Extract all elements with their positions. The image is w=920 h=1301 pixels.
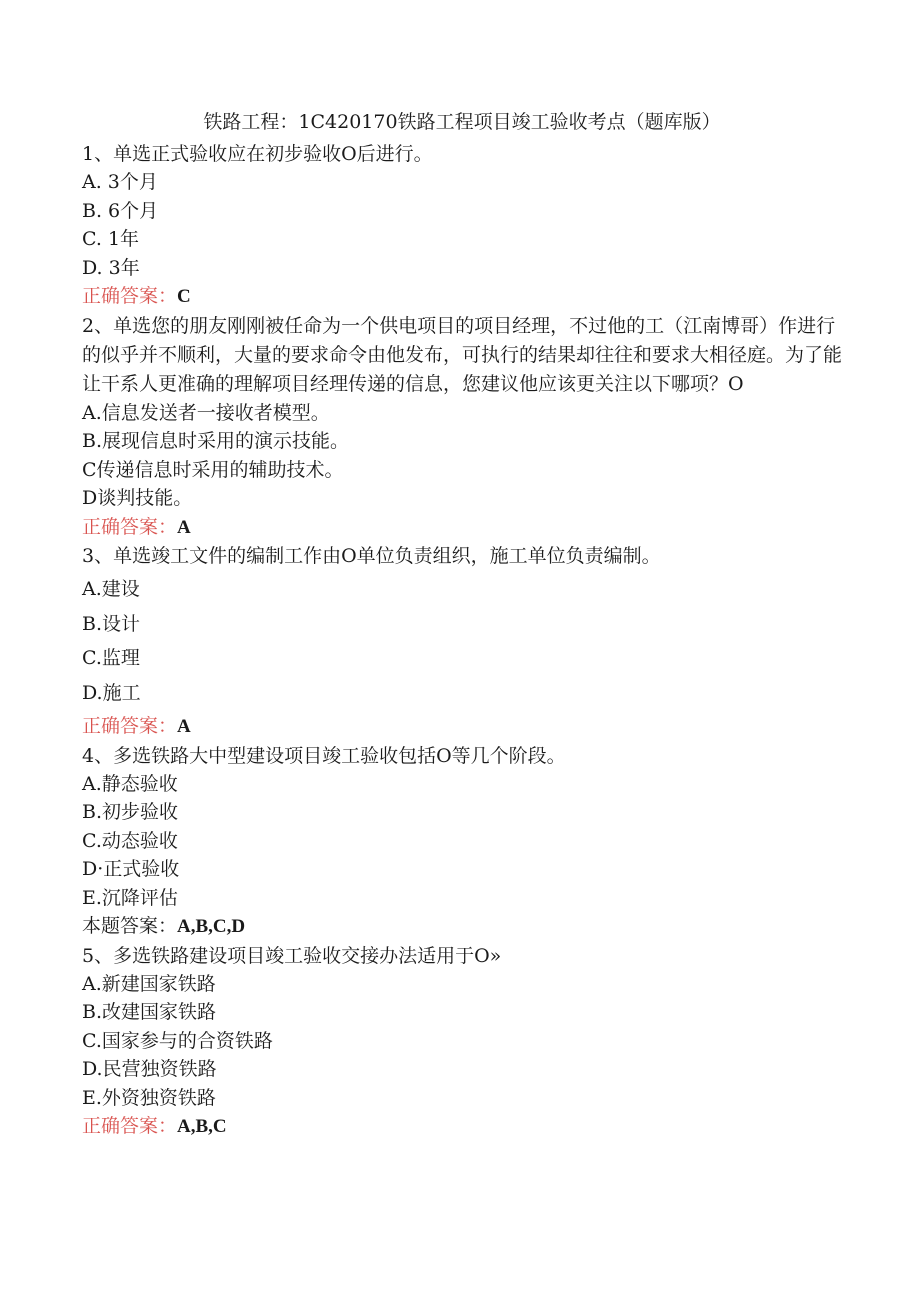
question-5 — [82, 942, 842, 1142]
option-d: D·正式验收 — [82, 858, 180, 880]
option-c: C.监理 — [82, 647, 140, 669]
question-2 — [82, 312, 842, 543]
question-4 — [82, 742, 842, 942]
option-e: E.外资独资铁路 — [82, 1086, 216, 1109]
option-c: C. 1年 — [82, 228, 140, 250]
answer-value: A — [177, 516, 191, 538]
option-d: D.民营独资铁路 — [82, 1058, 217, 1080]
question-3 — [82, 542, 842, 742]
answer-value: A,B,C,D — [177, 916, 246, 937]
question-1 — [82, 140, 842, 312]
option-b: B.初步验收 — [82, 801, 179, 823]
option-a: A.新建国家铁路 — [82, 972, 216, 995]
answer-line — [82, 513, 842, 543]
option-e: E.沉降评估 — [82, 886, 178, 909]
question-stem: 5、多选铁路建设项目竣工验收交接办法适用于O» — [82, 944, 502, 967]
question-stem: 2、单选您的朋友刚刚被任命为一个供电项目的项目经理，不过他的工（江南博哥）作进行的似乎并不顺利，大量的要求命令由他发布，可执行的结果却往往和要求大相径庭。为了能让干系人更准确的理解项目经理传递的信息，您建议他应该更关注以下哪项？O — [82, 314, 843, 395]
option-b: B.设计 — [82, 612, 141, 635]
question-stem: 1、单选正式验收应在初步验收O后进行。 — [82, 143, 433, 165]
answer-line — [82, 712, 842, 742]
question-stem: 4、多选铁路大中型建设项目竣工验收包括O等几个阶段。 — [82, 744, 566, 767]
option-a: A.静态验收 — [82, 772, 178, 795]
answer-label: 正确答案： — [82, 1115, 178, 1137]
option-d: D谈判技能。 — [82, 487, 193, 509]
answer-line — [82, 912, 842, 942]
answer-label: 本题答案： — [82, 915, 178, 937]
answer-line — [82, 282, 842, 312]
question-stem: 3、单选竣工文件的编制工作由O单位负责组织，施工单位负责编制。 — [82, 545, 661, 567]
option-c: C传递信息时采用的辅助技术。 — [82, 458, 344, 481]
option-b: B. 6个月 — [82, 199, 159, 222]
document-page — [82, 108, 842, 1142]
option-c: C.国家参与的合资铁路 — [82, 1029, 273, 1052]
option-c: C.动态验收 — [82, 829, 178, 852]
answer-label: 正确答案： — [82, 715, 178, 737]
answer-label: 正确答案： — [82, 515, 178, 538]
answer-value: A,B,C — [177, 1116, 227, 1137]
answer-value: A — [177, 716, 191, 737]
answer-label: 正确答案： — [82, 285, 178, 307]
option-b: B.展现信息时采用的演示技能。 — [82, 430, 350, 452]
option-d: D.施工 — [82, 681, 141, 704]
option-a: A. 3个月 — [82, 171, 158, 193]
document-title: 铁路工程：1C420170铁路工程项目竣工验收考点（题库版） — [203, 111, 721, 133]
option-d: D. 3年 — [82, 256, 140, 279]
option-a: A.建设 — [82, 578, 140, 600]
option-b: B.改建国家铁路 — [82, 1001, 217, 1023]
option-a: A.信息发送者一接收者模型。 — [82, 401, 330, 424]
answer-value: C — [177, 286, 191, 307]
answer-line — [82, 1112, 842, 1142]
